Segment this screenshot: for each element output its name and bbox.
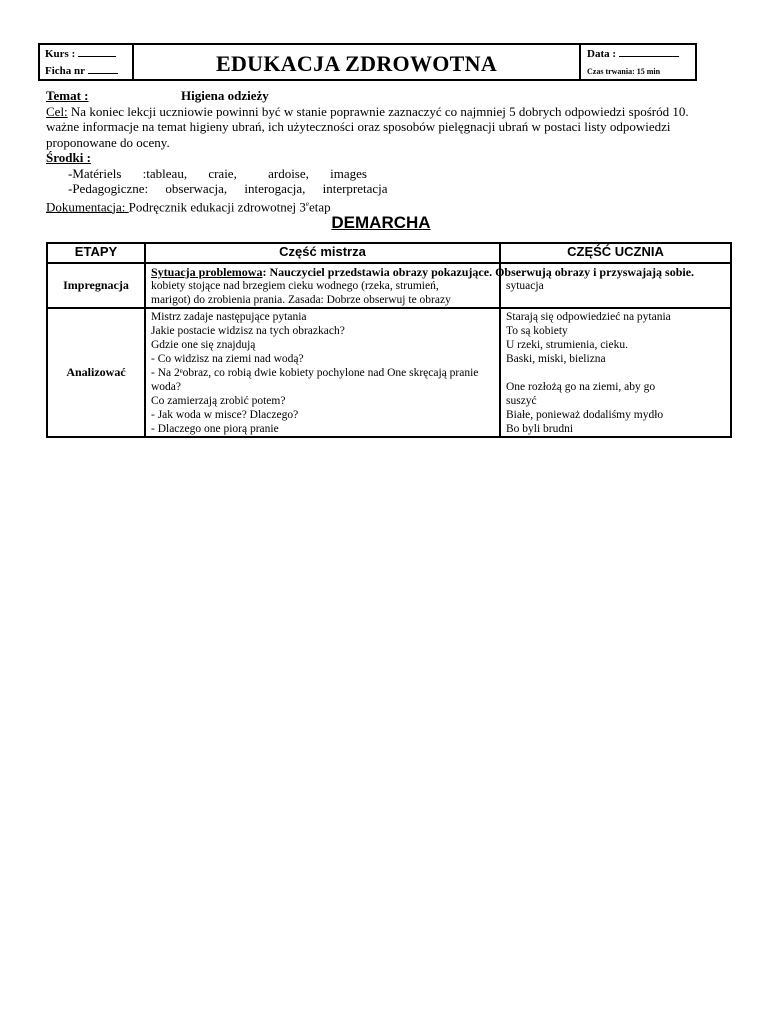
table-row (47, 308, 731, 437)
date-blank (619, 47, 679, 57)
topic-value: Higiena odzieży (181, 88, 269, 103)
teacher-line: - Na 2ᵉobraz, co robią dwie kobiety pochylone nad One skręcają pranie (151, 367, 479, 379)
pedagogical-item: interogacja, (244, 181, 306, 196)
student-line: To są kobiety (506, 325, 568, 337)
teacher-line: Jakie postacie widzisz na tych obrazkach? (151, 325, 345, 337)
material-item: craie, (208, 165, 237, 181)
teacher-line: marigot) do zrobienia prania. Zasada: Dobrze obserwuj te obrazy (151, 294, 451, 306)
date-field (587, 47, 695, 60)
materials-line (46, 166, 736, 182)
problem-situation-text: : Nauczyciel przedstawia obrazy pokazujące. Obserwują obrazy i przyswajają sobie. (262, 265, 695, 279)
lesson-intro (46, 88, 736, 214)
pedagogical-item: interpretacja (322, 181, 388, 196)
stage-cell: Impregnacja (47, 263, 145, 308)
student-line: Baski, miski, bielizna (506, 353, 606, 365)
student-cell (500, 308, 731, 437)
teacher-line: Gdzie one się znajdują (151, 339, 256, 351)
header-box (38, 43, 697, 81)
ficha-label: Ficha nr (45, 65, 85, 77)
materials-label: -Matériels (68, 165, 122, 181)
ficha-blank (88, 64, 118, 74)
teacher-line: - Jak woda w misce? Dlaczego? (151, 409, 299, 421)
goal-line-3: proponowane do oceny. (46, 134, 170, 150)
kurs-field (45, 47, 132, 60)
documentation-tail: etap (309, 198, 331, 214)
kurs-blank (78, 47, 116, 57)
student-line: U rzeki, strumienia, cieku. (506, 339, 628, 351)
pedagogical-item: obserwacja, (165, 181, 228, 196)
topic-label: Temat : (46, 88, 89, 103)
documentation-value: Podręcznik edukacji zdrowotnej 3 (128, 198, 306, 214)
document-title: EDUKACJA ZDROWOTNA (215, 51, 498, 76)
teacher-cell (145, 308, 500, 437)
goal-line-2: ważne informacje na temat higieny ubrań, ich użyteczności oraz sposobów pielęgnacji ubrań w postaci listy odpowiedzi (46, 119, 671, 134)
date-label: Data : (587, 48, 617, 60)
topic-line (46, 88, 736, 104)
teacher-line: - Co widzisz na ziemi nad wodą? (151, 353, 304, 365)
student-line: Bo byli brudni (506, 423, 574, 435)
kurs-label: Kurs : (45, 48, 76, 60)
stage-cell: Analizować (47, 308, 145, 437)
problem-situation-line (151, 265, 695, 279)
student-line: sytuacja (506, 280, 544, 292)
table-row (47, 263, 731, 308)
table-header-row (47, 243, 731, 263)
ficha-field (45, 64, 132, 77)
student-line (506, 366, 726, 380)
student-line: One rozłożą go na ziemi, aby go (506, 381, 656, 393)
procedure-table (46, 242, 732, 438)
section-heading (0, 213, 768, 233)
documentation-label: Dokumentacja: (46, 198, 129, 214)
goal-text-1: Na koniec lekcji uczniowie powinni być w stanie poprawnie zaznaczyć co najmniej 5 dobrych odpowiedzi spośród 10. (67, 103, 689, 119)
documentation-sup: e (305, 199, 310, 208)
student-line: suszyć (506, 395, 537, 407)
duration-label: Czas trwania: 15 min (587, 67, 661, 76)
teacher-line: woda? (151, 381, 182, 393)
teacher-line: kobiety stojące nad brzegiem cieku wodnego (rzeka, strumień, (151, 280, 439, 292)
teacher-cell (145, 263, 695, 308)
resources-label: Środki : (46, 150, 91, 165)
goal-line-1 (46, 104, 736, 120)
teacher-line: Co zamierzają zrobić potem? (151, 395, 286, 407)
material-item: ardoise, (268, 165, 309, 181)
documentation-line (46, 197, 736, 215)
pedagogical-label: -Pedagogiczne: (68, 181, 149, 196)
column-header-student: CZĘŚĆ UCZNIA (500, 243, 731, 263)
material-item: images (330, 165, 367, 181)
teacher-line: - Dlaczego one piorą pranie (151, 423, 279, 435)
column-header-teacher: Część mistrza (145, 243, 500, 263)
student-line: Białe, ponieważ dodaliśmy mydło (506, 409, 664, 421)
goal-label: Cel: (46, 103, 68, 119)
demarcha-title: DEMARCHA (331, 213, 431, 232)
student-line: Starają się odpowiedzieć na pytania (506, 311, 671, 323)
material-item: :tableau, (142, 165, 188, 181)
header-right-cell (579, 45, 695, 79)
teacher-line: Mistrz zadaje następujące pytania (151, 311, 307, 323)
problem-situation-label: Sytuacja problemowa (151, 265, 263, 279)
header-left-cell (40, 45, 134, 79)
column-header-stages: ETAPY (47, 243, 145, 263)
pedagogical-line (46, 181, 736, 197)
